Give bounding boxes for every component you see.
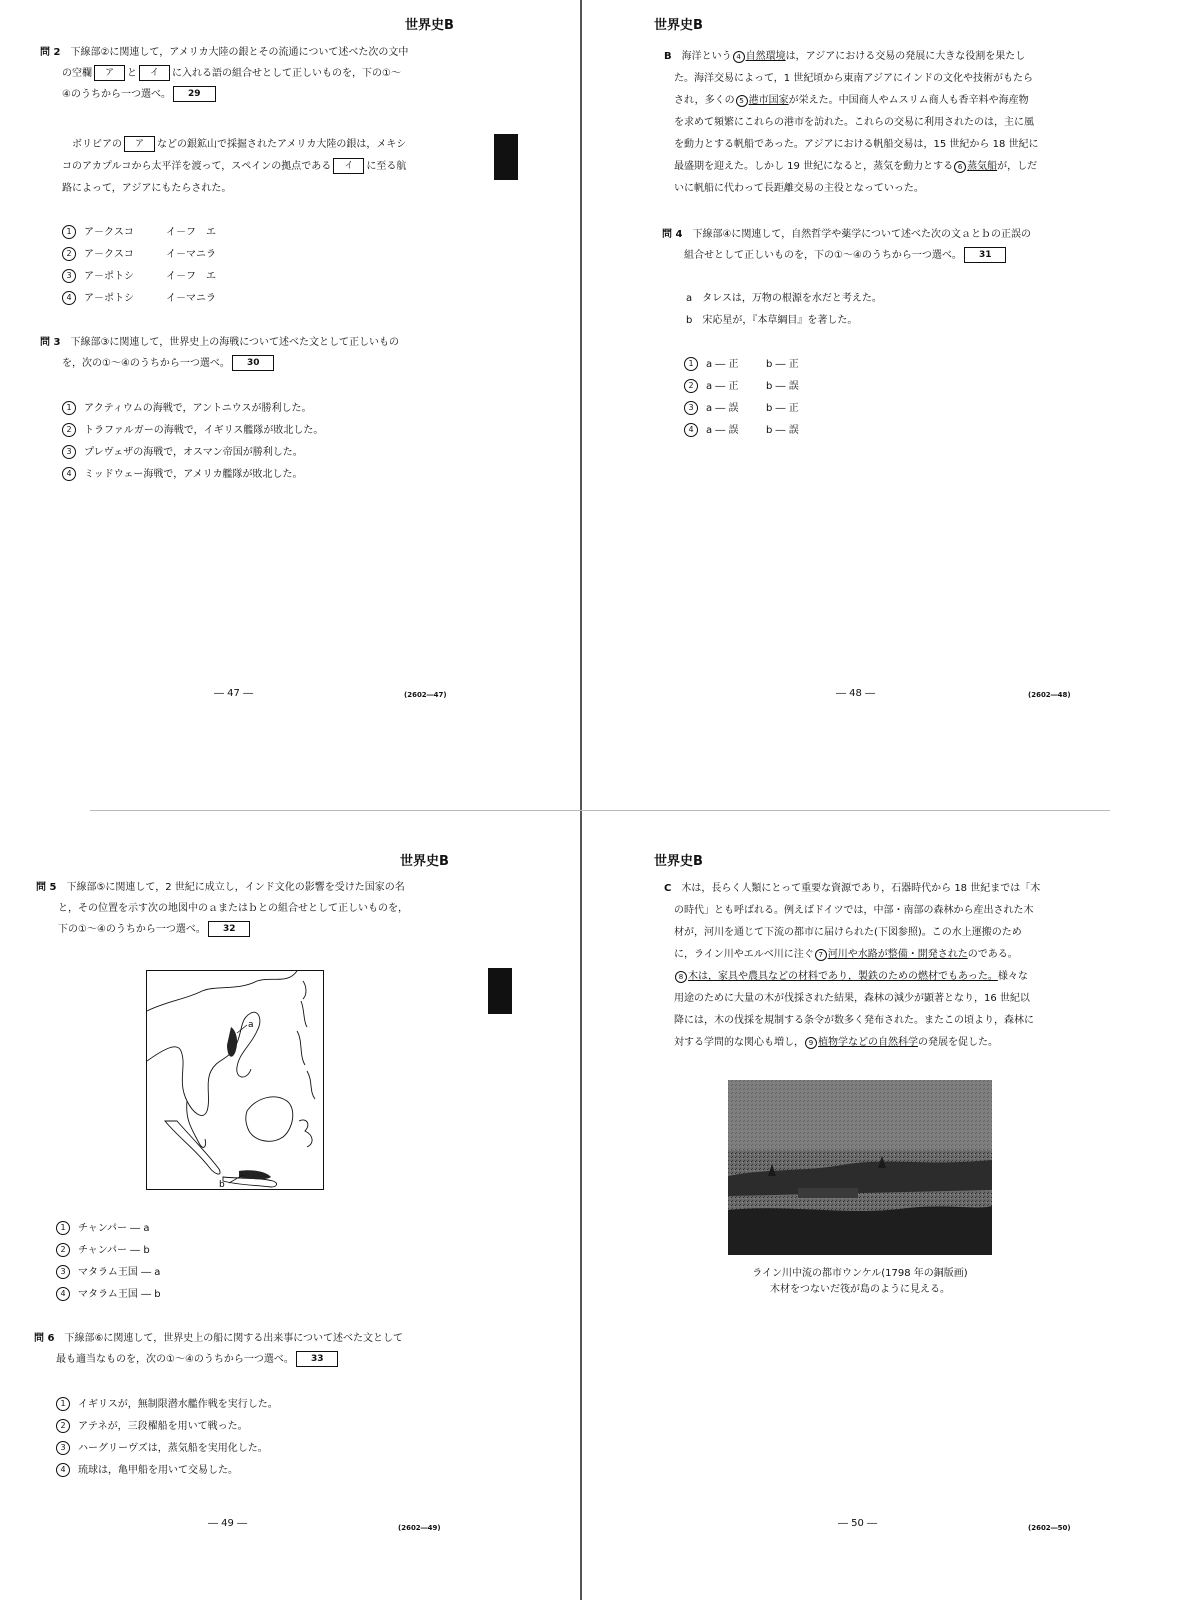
choice-text: ミッドウェー海戦で，アメリカ艦隊が敗北した。 [84,469,303,480]
question-text: と [127,68,138,79]
question-6 [34,1328,474,1370]
engraving-illustration [728,1080,992,1255]
subject-header: 世界史B [405,18,454,33]
underline-mark-number: 7 [815,949,827,961]
q4-choices [684,354,799,442]
choice-text: ア－クスコ [84,249,134,260]
choice-text: チャンパー ― b [78,1245,150,1256]
underlined-term: 港市国家 [748,95,789,106]
passage-text: が，しだ [997,161,1038,172]
answer-box-29: 29 [173,86,216,102]
choice-number: 3 [62,445,76,459]
region-a-marker [227,1027,237,1057]
choice-item[interactable] [56,1394,278,1416]
question-text: 最も適当なものを，次の①～④のうちから一つ選べ。 [56,1354,294,1365]
question-text: を，次の①～④のうちから一つ選べ。 [62,358,230,369]
passage-text: いに帆船に代わって長距離交易の主役となっていった。 [674,183,924,194]
page-code: (2602―48) [1028,691,1071,699]
passage-text: のである。 [967,949,1018,960]
passage-text: 海洋という [681,51,732,62]
passage-text: た。海洋交易によって，1 世紀頃から東南アジアにインドの文化や技術がもたら [674,73,1033,84]
question-number: 問 5 [36,882,57,893]
choice-item[interactable] [56,1284,161,1306]
choice-item[interactable] [62,244,216,266]
page-code: (2602―50) [1028,1524,1071,1532]
choice-text: b ― 正 [766,359,799,370]
choice-item[interactable] [62,442,323,464]
choice-text: イ－フ エ [166,271,216,282]
choice-text: ア－ポトシ [84,271,134,282]
choice-number: 1 [56,1221,70,1235]
choice-number: 3 [684,401,698,415]
page-number: ― 48 ― [836,688,876,699]
choice-text: イ－マニラ [166,293,216,304]
choice-text: チャンパー ― a [78,1223,150,1234]
question-3 [40,332,470,374]
underline-mark-number: 6 [954,161,966,173]
choice-text: マタラム王国 ― b [78,1289,161,1300]
choice-text: 琉球は，亀甲船を用いて交易した。 [78,1465,238,1476]
passage-text: 材が，河川を通じて下流の都市に届けられた(下図参照)。この水上運搬のため [674,927,1022,938]
passage-q2 [62,134,462,200]
choice-number: 3 [56,1265,70,1279]
philippines-islands [297,1001,315,1099]
choice-item[interactable] [684,398,799,420]
taiwan-island [303,981,306,999]
answer-box-33: 33 [296,1351,339,1367]
section-label: B [664,51,672,62]
question-number: 問 4 [662,229,683,240]
question-text: 下の①～④のうちから一つ選べ。 [58,924,206,935]
question-text: 下線部⑤に関連して，2 世紀に成立し，インド文化の影響を受けた国家の名 [66,882,405,893]
q4-statements [686,288,1086,332]
choice-text: b ― 誤 [766,425,799,436]
choice-text: イ－マニラ [166,249,216,260]
passage-text: 用途のために大量の木が伐採された結果，森林の減少が顕著となり，16 世紀以 [674,993,1030,1004]
choice-number: 2 [62,423,76,437]
choice-text: a ― 正 [706,359,739,370]
subject-header: 世界史B [654,18,703,33]
question-text: 下線部②に関連して，アメリカ大陸の銀とその流通について述べた次の文中 [70,47,409,58]
question-number: 問 2 [40,47,61,58]
question-4 [662,224,1092,266]
choice-text: マタラム王国 ― a [78,1267,161,1278]
underlined-term: 自然環境 [745,51,786,62]
underlined-term: 蒸気船 [967,161,998,172]
passage-text: 対する学問的な関心も増し， [674,1037,804,1048]
choice-item[interactable] [56,1460,278,1482]
question-text: 下線部⑥に関連して，世界史上の船に関する出来事について述べた文として [64,1333,404,1344]
page-49 [0,800,600,1600]
choice-text: ア－クスコ [84,227,134,238]
choice-text: a ― 誤 [706,403,739,414]
choice-item[interactable] [684,376,799,398]
foreground-shape [728,1206,992,1255]
choice-text: ア－ポトシ [84,293,134,304]
choice-number: 4 [62,467,76,481]
raft-shape [798,1188,858,1198]
passage-text: に至る航 [366,161,407,172]
passage-text: 路によって，アジアにもたらされた。 [62,183,232,194]
section-b-passage [664,46,1094,200]
mainland-coast [147,971,297,1116]
statement-label: b [686,315,693,326]
passage-text: ボリビアの [72,139,122,150]
answer-box-30: 30 [232,355,275,371]
leader-line-b [229,1175,243,1183]
choice-item[interactable] [62,266,216,288]
q6-choices [56,1394,278,1482]
unkel-engraving-image [728,1080,992,1255]
section-c-passage [664,878,1104,1054]
underline-mark-number: 9 [805,1037,817,1049]
answer-box-31: 31 [964,247,1007,263]
page-code: (2602―47) [404,691,447,699]
statement-text: タレスは，万物の根源を水だと考えた。 [702,293,882,304]
choice-text: アテネが，三段櫂船を用いて戦った。 [78,1421,248,1432]
choice-number: 4 [684,423,698,437]
choice-number: 2 [56,1243,70,1257]
subject-header: 世界史B [654,854,703,869]
sky-area [728,1080,992,1150]
underline-mark-number: 4 [733,51,745,63]
choice-text: b ― 正 [766,403,799,414]
passage-text: は，アジアにおける交易の発展に大きな役割を果たし [785,51,1026,62]
underlined-term: 植物学などの自然科学 [818,1037,918,1048]
choice-text: プレヴェザの海戦で，オスマン帝国が勝利した。 [84,447,303,458]
underline-mark-number: 8 [675,971,687,983]
question-number: 問 6 [34,1333,55,1344]
blank-a-box: ア [94,65,125,81]
passage-text: 降には，木の伐採を規制する条令が数多く発布された。またこの頃より，森林に [674,1015,1034,1026]
choice-item[interactable] [56,1416,278,1438]
page-edge-tab [494,134,518,180]
map-outline [147,971,323,1189]
blank-a-box: ア [124,136,155,152]
passage-text: され，多くの [674,95,735,106]
malay-peninsula [187,1101,206,1147]
map-label-a: a [248,1020,254,1030]
subject-header: 世界史B [400,854,449,869]
question-text: ④のうちから一つ選べ。 [62,89,171,100]
question-text: に入れる語の組合せとして正しいものを，下の①～ [172,68,401,79]
choice-item[interactable] [56,1262,161,1284]
choice-number: 1 [62,401,76,415]
caption-line: 木材をつないだ筏が島のように見える。 [770,1284,950,1295]
choice-number: 3 [62,269,76,283]
choice-item[interactable] [56,1240,161,1262]
choice-text: イ－フ エ [166,227,216,238]
choice-item[interactable] [62,222,216,244]
q2-choices [62,222,216,310]
blank-i-box: イ [139,65,170,81]
choice-item[interactable] [56,1218,161,1240]
question-number: 問 3 [40,337,61,348]
passage-text: が栄えた。中国商人やムスリム商人も香辛料や海産物 [788,95,1029,106]
blank-i-box: イ [333,158,364,174]
question-text: 組合せとして正しいものを，下の①～④のうちから一つ選べ。 [684,250,962,261]
passage-text: の発展を促した。 [918,1037,998,1048]
choice-item[interactable] [62,398,323,420]
passage-text: を動力とする帆船であった。アジアにおける帆船交易は，15 世紀から 18 世紀に [674,139,1039,150]
underline-mark-number: 5 [736,95,748,107]
question-text: 下線部④に関連して，自然哲学や薬学について述べた次の文ａとｂの正誤の [692,229,1032,240]
choice-number: 4 [56,1287,70,1301]
choice-item[interactable] [684,354,799,376]
sumatra-island [165,1121,220,1174]
passage-text: 木は，長らく人類にとって重要な資源であり，石器時代から 18 世紀までは「木 [681,883,1041,894]
passage-text: の時代」とも呼ばれる。例えばドイツでは，中部・南部の森林から産出された木 [674,905,1034,916]
passage-text: コのアカプルコから太平洋を渡って，スペインの拠点である [62,161,332,172]
sulawesi-island [299,1120,312,1147]
choice-number: 4 [56,1463,70,1477]
choice-text: a ― 誤 [706,425,739,436]
passage-text: などの銀鉱山で採掘されたアメリカ大陸の銀は，メキシ [157,139,407,150]
choice-text: ハーグリーヴズは，蒸気船を実用化した。 [78,1443,268,1454]
choice-item[interactable] [62,420,323,442]
statement-text: 宋応星が，『本草綱目』を著した。 [702,315,858,326]
page-48 [600,0,1200,800]
choice-number: 2 [62,247,76,261]
passage-text: を求めて頻繁にこれらの港市を訪れた。これらの交易に利用されたのは，主に風 [674,117,1034,128]
question-text: 下線部③に関連して，世界史上の海戦について述べた文として正しいもの [70,337,400,348]
answer-box-32: 32 [208,921,251,937]
passage-text: に，ライン川やエルベ川に注ぐ [674,949,814,960]
choice-number: 2 [684,379,698,393]
choice-number: 2 [56,1419,70,1433]
choice-number: 4 [62,291,76,305]
southeast-asia-map [146,970,324,1190]
page-number: ― 49 ― [208,1518,248,1529]
question-2 [40,42,470,105]
choice-item[interactable] [684,420,799,442]
caption-line: ライン川中流の都市ウンケル(1798 年の銅版画) [752,1268,968,1279]
passage-text: 様々な [997,971,1028,982]
question-text: と，その位置を示す次の地図中のａまたはｂとの組合せとして正しいものを， [58,903,408,914]
choice-number: 1 [62,225,76,239]
underlined-term: 木は，家具や農具などの材料であり，製鉄のための燃材でもあった。 [688,971,998,982]
choice-text: イギリスが，無制限潜水艦作戦を実行した。 [78,1399,278,1410]
q3-choices [62,398,323,486]
page-edge-tab [488,968,512,1014]
choice-number: 1 [684,357,698,371]
choice-text: a ― 正 [706,381,739,392]
choice-item[interactable] [56,1438,278,1460]
underlined-term: 河川や水路が整備・開発された [827,949,968,960]
borneo-island [246,1097,293,1141]
choice-item[interactable] [62,288,216,310]
map-label-b: b [219,1180,225,1189]
q5-choices [56,1218,161,1306]
choice-number: 1 [56,1397,70,1411]
page-number: ― 50 ― [838,1518,878,1529]
figure-caption [720,1266,1000,1298]
question-text: の空欄 [62,68,92,79]
choice-text: アクティウムの海戦で，アントニウスが勝利した。 [84,403,312,414]
question-5 [36,877,476,940]
choice-text: b ― 誤 [766,381,799,392]
choice-item[interactable] [62,464,323,486]
section-label: C [664,883,672,894]
page-code: (2602―49) [398,1524,441,1532]
page-47 [0,0,600,800]
statement-label: a [686,293,693,304]
page-number: ― 47 ― [214,688,254,699]
passage-text: 最盛期を迎えた。しかし 19 世紀になると，蒸気を動力とする [674,161,954,172]
choice-number: 3 [56,1441,70,1455]
choice-text: トラファルガーの海戦で，イギリス艦隊が敗北した。 [84,425,324,436]
